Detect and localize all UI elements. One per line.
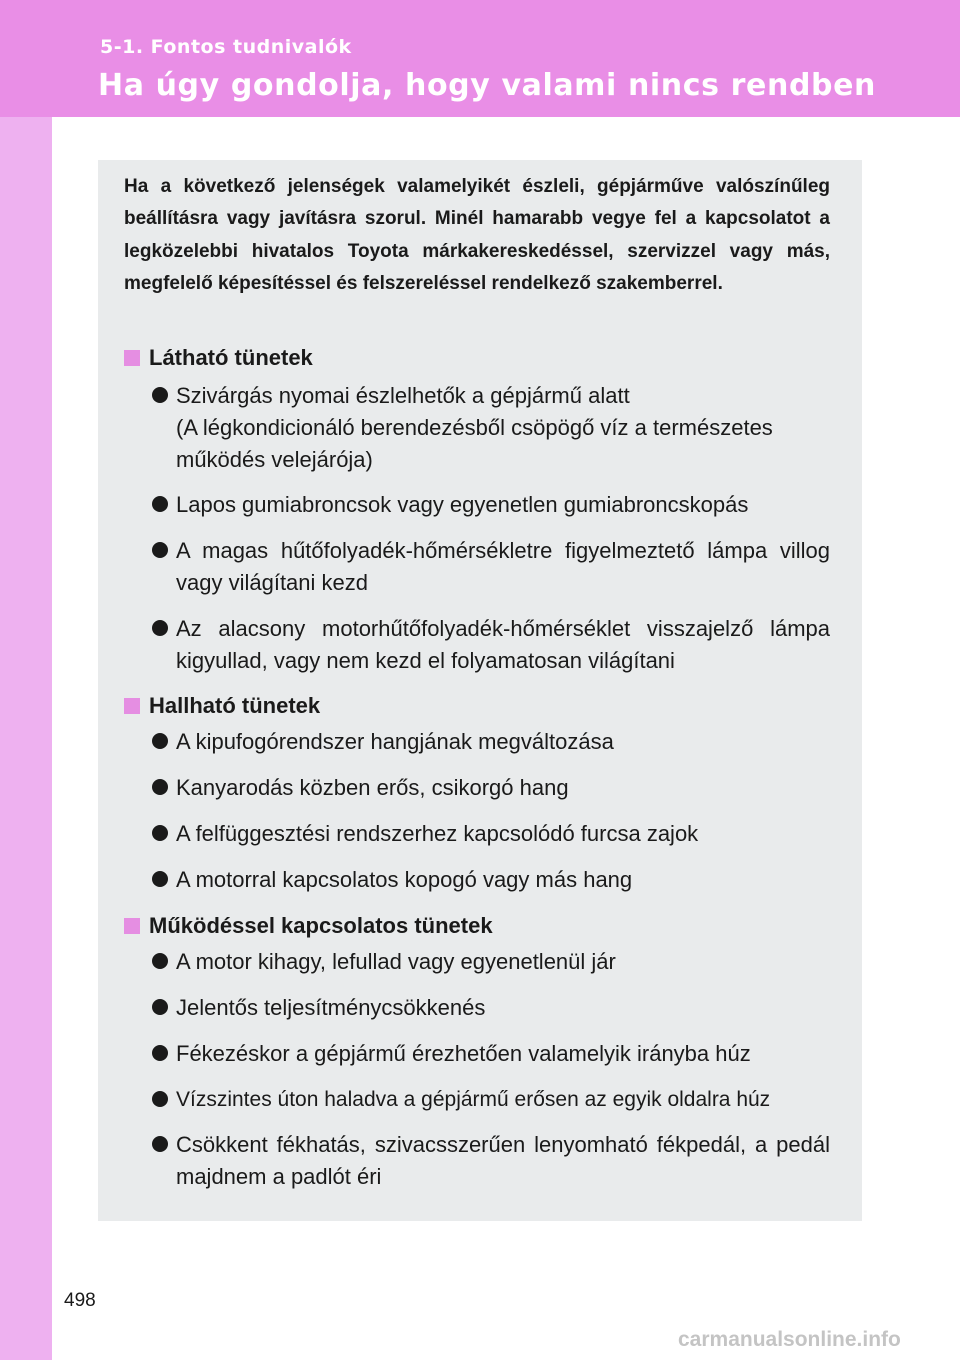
list-item — [152, 1129, 830, 1193]
section-heading-text: Látható tünetek — [149, 345, 313, 370]
list-item-text: A felfüggesztési rendszerhez kapcsolódó furcsa zajok — [176, 821, 699, 846]
list-item-text: Csökkent fékhatás, szivacsszerűen lenyomható fékpedál, a pedál majdnem a padlót éri — [176, 1132, 830, 1189]
square-bullet-icon — [124, 698, 140, 714]
watermark: carmanualsonline.info — [678, 1328, 901, 1351]
bullet-icon — [152, 1091, 168, 1107]
bullet-icon — [152, 825, 168, 841]
list-item-line: (A légkondicionáló berendezésből csöpögő víz a természetes működés velejárója) — [176, 415, 773, 472]
list-item — [152, 1038, 830, 1070]
list-item-line: Szivárgás nyomai észlelhetők a gépjármű alatt — [176, 383, 630, 408]
section-heading-visible — [124, 343, 313, 373]
section-heading-operational — [124, 911, 493, 941]
list-item-text: A motor kihagy, lefullad vagy egyenetlenül jár — [176, 949, 616, 974]
bullet-icon — [152, 871, 168, 887]
list-item-text: A magas hűtőfolyadék-hőmérsékletre figyelmeztető lámpa villog vagy világítani kezd — [176, 538, 830, 595]
bullet-icon — [152, 999, 168, 1015]
list-item-text: A motorral kapcsolatos kopogó vagy más hang — [176, 867, 633, 892]
list-item-text: Vízszintes úton haladva a gépjármű erősen az egyik oldalra húz — [176, 1088, 771, 1111]
list-item — [152, 613, 830, 677]
list-item — [152, 992, 830, 1024]
page-number: 498 — [64, 1290, 96, 1311]
list-item — [152, 946, 830, 978]
list-item-text: Jelentős teljesítménycsökkenés — [176, 995, 486, 1020]
list-item — [152, 772, 830, 804]
bullet-icon — [152, 953, 168, 969]
list-item-text: Az alacsony motorhűtőfolyadék-hőmérséklet visszajelző lámpa kigyullad, vagy nem kezd el folyamatosan világítani — [176, 616, 830, 673]
list-item — [152, 864, 830, 896]
section-heading-audible — [124, 691, 320, 721]
intro-paragraph: Ha a következő jelenségek valamelyikét észleli, gépjárműve valószínűleg beállításra vagy javításra szorul. Minél hamarabb vegye fel a kapcsolatot a legközelebbi hivatalos Toyota márkakereskedéssel, szervizzel vagy más, megfelelő képesítéssel és felszereléssel rendelkező szakemberrel. — [124, 176, 830, 295]
section-label: 5-1. Fontos tudnivalók — [100, 36, 352, 58]
list-item-text: Kanyarodás közben erős, csikorgó hang — [176, 775, 569, 800]
list-item — [152, 489, 830, 521]
list-item-text: Lapos gumiabroncsok vagy egyenetlen gumiabroncskopás — [176, 492, 749, 517]
list-item-text — [176, 380, 830, 476]
bullet-icon — [152, 387, 168, 403]
list-item — [152, 818, 830, 850]
bullet-icon — [152, 1045, 168, 1061]
list-item — [152, 380, 830, 476]
chapter-header — [0, 0, 960, 117]
list-item — [152, 1084, 830, 1116]
bullet-icon — [152, 496, 168, 512]
bullet-icon — [152, 542, 168, 558]
list-item-text: A kipufogórendszer hangjának megváltozása — [176, 729, 614, 754]
section-heading-text: Hallható tünetek — [149, 693, 321, 718]
page-title: Ha úgy gondolja, hogy valami nincs rendben — [98, 68, 876, 103]
side-tab-strip — [0, 117, 52, 1360]
bullet-icon — [152, 779, 168, 795]
list-item-text: Fékezéskor a gépjármű érezhetően valamelyik irányba húz — [176, 1041, 751, 1066]
bullet-icon — [152, 733, 168, 749]
square-bullet-icon — [124, 918, 140, 934]
bullet-icon — [152, 1136, 168, 1152]
square-bullet-icon — [124, 350, 140, 366]
bullet-icon — [152, 620, 168, 636]
list-item — [152, 726, 830, 758]
list-item — [152, 535, 830, 599]
section-heading-text: Működéssel kapcsolatos tünetek — [149, 913, 493, 938]
